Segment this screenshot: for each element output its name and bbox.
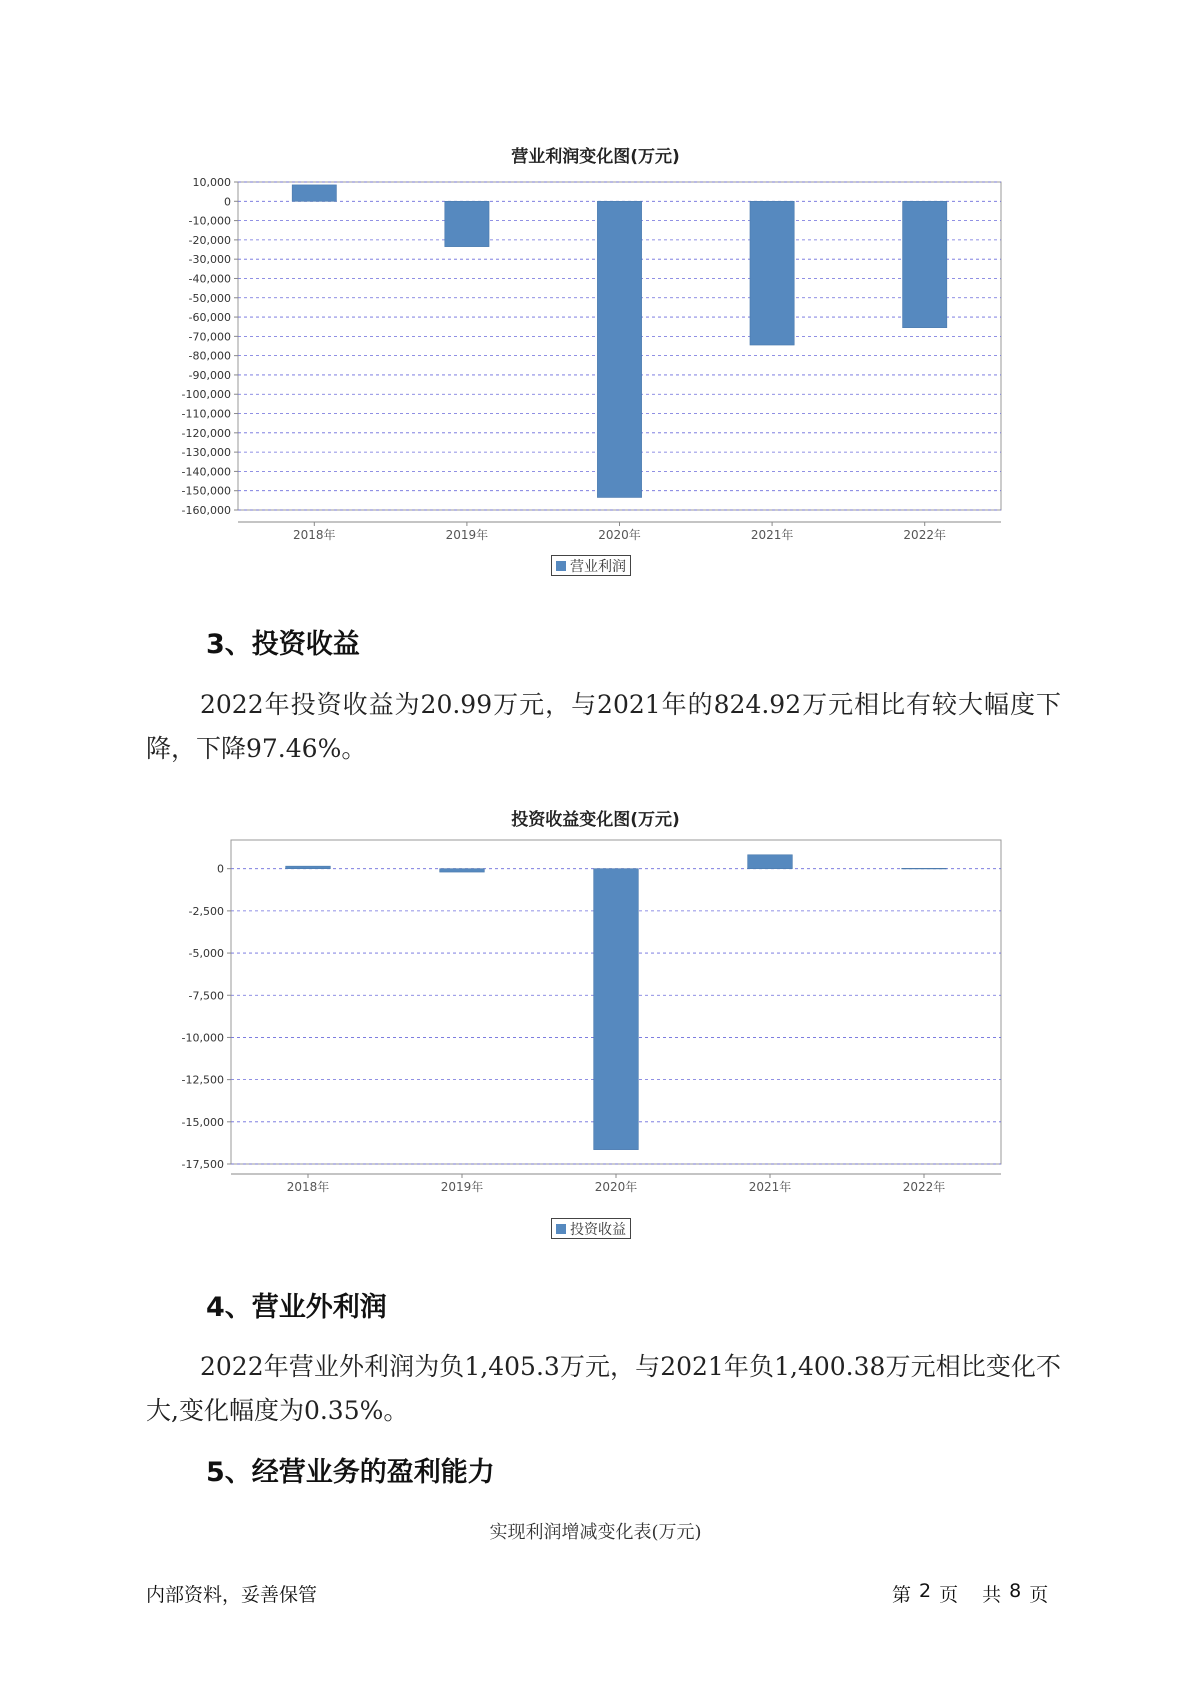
x-tick-label: 2019年: [440, 1180, 484, 1194]
page-prefix: 第: [892, 1584, 912, 1606]
y-tick-label: -120,000: [181, 426, 231, 440]
legend-swatch: [556, 561, 566, 571]
operating-profit-legend-label: 营业利润: [570, 558, 626, 575]
bar-2018年: [286, 866, 331, 869]
x-tick-label: 2018年: [286, 1180, 330, 1194]
section-3-heading: 3、投资收益: [206, 629, 360, 660]
y-tick-label: -130,000: [181, 446, 231, 460]
y-tick-label: 0: [224, 195, 231, 209]
y-tick-label: -100,000: [181, 388, 231, 402]
y-tick-label: 0: [217, 862, 224, 876]
bar-2021年: [748, 855, 793, 869]
bar-2020年: [594, 869, 639, 1150]
y-tick-label: -12,500: [181, 1073, 224, 1087]
x-tick-label: 2020年: [598, 528, 641, 542]
total-prefix: 共: [982, 1584, 1002, 1606]
y-tick-label: -90,000: [188, 368, 231, 382]
y-tick-label: -70,000: [188, 330, 231, 344]
investment-income-legend-label: 投资收益: [570, 1221, 626, 1238]
total-pages: 8: [1009, 1580, 1022, 1602]
page-mid: 页: [939, 1584, 959, 1606]
y-tick-label: -30,000: [188, 253, 231, 267]
investment-income-legend: [551, 1218, 631, 1239]
operating-profit-legend: [551, 555, 631, 576]
y-tick-label: -60,000: [188, 311, 231, 325]
bar-2019年: [440, 869, 485, 872]
table-caption: 实现利润增减变化表(万元): [489, 1522, 702, 1543]
footer-page-info: [892, 1580, 1048, 1607]
y-tick-label: -10,000: [181, 1031, 224, 1045]
investment-income-chart-title: 投资收益变化图(万元): [511, 810, 680, 830]
total-suffix: 页: [1029, 1584, 1049, 1606]
x-tick-label: 2021年: [750, 528, 794, 542]
footer-confidential-note: 内部资料，妥善保管: [146, 1584, 318, 1606]
x-tick-label: 2022年: [902, 1180, 946, 1194]
y-tick-label: -5,000: [188, 947, 224, 961]
y-tick-label: -7,500: [188, 989, 224, 1003]
operating-profit-chart: [0, 160, 1191, 550]
y-tick-label: -17,500: [181, 1158, 224, 1171]
x-tick-label: 2022年: [903, 528, 946, 542]
section-3-paragraph: 2022年投资收益为20.99万元，与2021年的824.92万元相比有较大幅度下降，下降97.46%。: [146, 690, 1061, 763]
operating-profit-chart-title: 营业利润变化图(万元): [511, 147, 680, 167]
y-tick-label: -150,000: [181, 484, 231, 498]
y-tick-label: -80,000: [188, 349, 231, 363]
bar-2021年: [750, 201, 794, 345]
section-5-heading: 5、经营业务的盈利能力: [206, 1457, 495, 1488]
y-tick-label: -20,000: [188, 233, 231, 247]
section-4-heading: 4、营业外利润: [206, 1292, 387, 1323]
y-tick-label: -10,000: [188, 214, 231, 228]
bar-2019年: [445, 201, 489, 246]
legend-swatch: [556, 1224, 566, 1234]
y-tick-label: 10,000: [192, 176, 231, 189]
x-tick-label: 2020年: [594, 1180, 638, 1194]
section-4-paragraph: 2022年营业外利润为负1,405.3万元，与2021年负1,400.38万元相比变化不大,变化幅度为0.35%。: [146, 1352, 1061, 1425]
page-number: 2: [919, 1580, 932, 1602]
y-tick-label: -160,000: [181, 504, 231, 517]
bar-2018年: [292, 185, 336, 201]
y-tick-label: -50,000: [188, 291, 231, 305]
y-tick-label: -2,500: [188, 904, 224, 918]
x-tick-label: 2019年: [445, 528, 489, 542]
y-tick-label: -15,000: [181, 1115, 224, 1129]
investment-income-chart: [0, 830, 1191, 1220]
x-tick-label: 2021年: [748, 1180, 792, 1194]
y-tick-label: -110,000: [181, 407, 231, 421]
bar-2022年: [902, 868, 947, 869]
y-tick-label: -40,000: [188, 272, 231, 286]
bar-2022年: [903, 201, 947, 327]
y-tick-label: -140,000: [181, 465, 231, 479]
bar-2020年: [597, 201, 641, 497]
x-tick-label: 2018年: [293, 528, 336, 542]
